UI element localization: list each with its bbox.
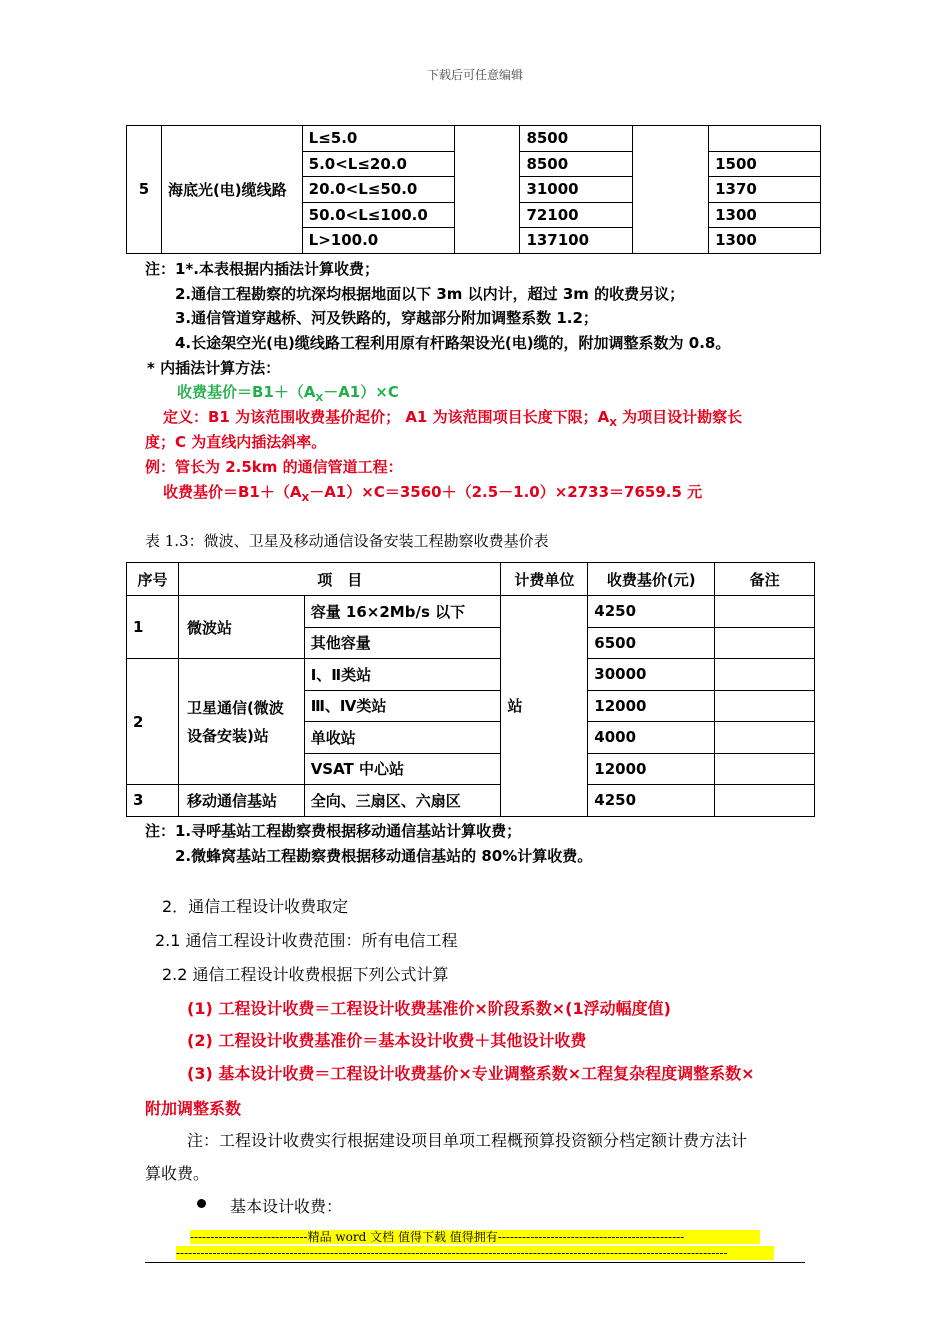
section-title: 2．通信工程设计收费取定 [162,897,349,916]
note-2: 2.通信工程勘察的坑深均根据地面以下 3m 以内计，超过 3m 的收费另议； [175,285,685,303]
note-3: 3.通信管道穿越桥、河及铁路的，穿越部分附加调整系数 1.2； [175,309,598,327]
base-price: 137100 [520,228,633,254]
remark-cell [715,785,815,817]
design-fee-note: 注：工程设计收费实行根据建设项目单项工程概预算投资额分档定额计费方法计 [187,1131,748,1150]
length-range: L≤5.0 [302,126,454,152]
item-label: 单收站 [304,722,501,754]
note2-2: 2.微蜂窝基站工程勘察费根据移动通信基站的 80%计算收费。 [175,847,593,865]
page-header: 下载后可任意编辑 [426,68,523,82]
definition-line-2: 度；C 为直线内插法斜率。 [145,433,327,451]
group-name: 移动通信基站 [178,785,304,817]
item-label: Ⅲ、Ⅳ类站 [304,690,501,722]
rate: 1300 [709,228,821,254]
footer-rule [145,1262,805,1263]
header-no: 序号 [127,563,179,596]
submarine-cable-table [126,125,821,254]
unit-cell [454,126,520,254]
microwave-satellite-fee-table [126,562,815,817]
item-price: 4250 [588,785,715,817]
length-range: 20.0<L≤50.0 [302,177,454,203]
item-price: 12000 [588,690,715,722]
table-caption: 表 1.3：微波、卫星及移动通信设备安装工程勘察收费基价表 [145,532,549,550]
item-label: VSAT 中心站 [304,753,501,785]
length-range: L>100.0 [302,228,454,254]
definition-line-1: 定义：B1 为该范围收费基价起价； A1 为该范围项目长度下限；$A_X$ 为项目设计勘察长 [163,408,743,429]
row-number: 5 [127,126,162,254]
footer-dashes: ---------------------------------------------------------------------------------------------------------------------------------------- [176,1246,774,1260]
design-fee-note-continued: 算收费。 [145,1164,210,1183]
item-price: 6500 [588,627,715,659]
note-4: 4.长途架空光(电)缆线路工程利用原有杆路架设光(电)缆的，附加调整系数为 0.8。 [175,334,731,352]
group-number: 2 [127,659,179,785]
item-price: 12000 [588,753,715,785]
rate: 1370 [709,177,821,203]
item-label: Ⅰ、Ⅱ类站 [304,659,501,691]
base-price: 72100 [520,202,633,228]
group-number: 1 [127,596,179,659]
table-row [127,126,821,152]
formula-3-continued: 附加调整系数 [145,1099,242,1118]
table-row [127,659,815,691]
item-label: 容量 16×2Mb/s 以下 [304,596,501,628]
header-price: 收费基价(元) [588,563,715,596]
base-price: 8500 [520,151,633,177]
note2-1: 注：1.寻呼基站工程勘察费根据移动通信基站计算收费； [145,822,522,840]
header-item: 项 目 [178,563,501,596]
note-1: 注：1*.本表根据内插法计算收费； [145,260,379,278]
table-row [127,596,815,628]
section-2-1: 2.1 通信工程设计收费范围：所有电信工程 [155,931,458,950]
rate: 1500 [709,151,821,177]
formula-3: (3) 基本设计收费＝工程设计收费基价×专业调整系数×工程复杂程度调整系数× [187,1064,755,1083]
section-2-2: 2.2 通信工程设计收费根据下列公式计算 [162,965,449,984]
remark-cell [715,627,815,659]
item-price: 4250 [588,596,715,628]
item-label: 其他容量 [304,627,501,659]
formula-2: (2) 工程设计收费基准价＝基本设计收费＋其他设计收费 [187,1031,587,1050]
item-name: 海底光(电)缆线路 [161,126,302,254]
formula-1: (1) 工程设计收费＝工程设计收费基准价×阶段系数×(1浮动幅度值) [187,999,671,1018]
rate: 1300 [709,202,821,228]
item-price: 30000 [588,659,715,691]
empty-cell [633,126,709,254]
group-number: 3 [127,785,179,817]
remark-cell [715,596,815,628]
example-title: 例：管长为 2.5km 的通信管道工程： [145,458,403,476]
base-price: 8500 [520,126,633,152]
unit-cell: 站 [501,596,588,817]
item-label: 全向、三扇区、六扇区 [304,785,501,817]
item-price: 4000 [588,722,715,754]
bullet-text: 基本设计收费： [230,1197,343,1216]
remark-cell [715,722,815,754]
table-row [127,785,815,817]
rate [709,126,821,152]
group-name: 微波站 [178,596,304,659]
footer-banner: -----------------------------精品 word 文档 值得下载 值得拥有---------------------------------------------- [190,1230,760,1244]
remark-cell [715,659,815,691]
length-range: 5.0<L≤20.0 [302,151,454,177]
interpolation-method-title: * 内插法计算方法： [147,359,281,377]
example-calculation: 收费基价$=B1+(A_X-A1)\times C=3560+(2.5-1.0)\times 2733=7659.5$ 元 [163,483,703,504]
base-price: 31000 [520,177,633,203]
length-range: 50.0<L≤100.0 [302,202,454,228]
remark-cell [715,690,815,722]
header-unit: 计费单位 [501,563,588,596]
table-header-row [127,563,815,596]
header-remark: 备注 [715,563,815,596]
group-name: 卫星通信(微波设备安装)站 [178,659,304,785]
interpolation-formula: 收费基价$=B1+(A_X-A1)\times C$ [177,383,399,404]
bullet-icon [197,1199,206,1208]
remark-cell [715,753,815,785]
